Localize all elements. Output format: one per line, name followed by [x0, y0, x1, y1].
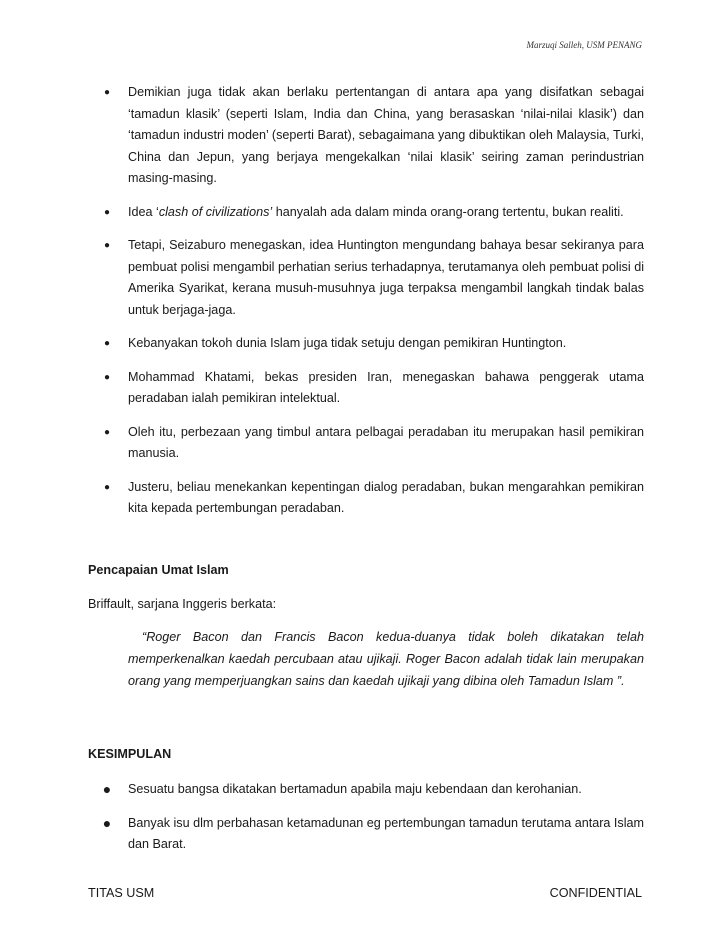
bullet-list-kesimpulan — [88, 779, 644, 868]
italic-phrase: clash of civilizations’ — [158, 204, 273, 219]
bullet-icon: ● — [103, 240, 111, 251]
list-item: ● Tetapi, Seizaburo menegaskan, idea Huntington mengundang bahaya besar sekiranya para pembuat polisi mengambil perhatian serius terhadapnya, terutamanya oleh pembuat polisi di Amerika Syarikat, kerana musuh-musuhnya juga terpaksa mengambil langkah tindak balas untuk berjaga-jaga. — [88, 235, 644, 321]
quote-intro: Briffault, sarjana Inggeris berkata: — [88, 597, 277, 611]
list-item: ● Sesuatu bangsa dikatakan bertamadun apabila maju kebendaan dan kerohanian. — [88, 779, 644, 801]
list-item: ● Oleh itu, perbezaan yang timbul antara pelbagai peradaban itu merupakan hasil pemikiran manusia. — [88, 422, 644, 465]
footer-right: CONFIDENTIAL — [549, 886, 642, 900]
list-item: ● Kebanyakan tokoh dunia Islam juga tidak setuju dengan pemikiran Huntington. — [88, 333, 644, 355]
bullet-icon: ● — [103, 87, 111, 98]
bullet-icon: ● — [103, 481, 111, 493]
bullet-icon: ● — [103, 426, 111, 438]
block-quote: “Roger Bacon dan Francis Bacon kedua-duanya tidak boleh dikatakan telah memperkenalkan kaedah percubaan atau ujikaji. Roger Bacon adalah tidak lain merupakan orang yang memperjuangkan sains dan kaedah ujikaji yang dibina oleh Tamadun Islam ”. — [128, 630, 644, 688]
list-item: ● Idea ‘clash of civilizations’ hanyalah ada dalam minda orang-orang tertentu, bukan realiti. — [88, 202, 644, 224]
bullet-icon: ● — [102, 814, 112, 831]
section-heading-kesimpulan: KESIMPULAN — [88, 747, 172, 761]
page-content — [88, 82, 644, 851]
footer-left: TITAS USM — [88, 886, 155, 900]
page-header-author: Marzuqi Salleh, USM PENANG — [526, 40, 642, 50]
list-item: ● Justeru, beliau menekankan kepentingan dialog peradaban, bukan mengarahkan pemikiran kita kepada pertembungan peradaban. — [88, 477, 644, 520]
list-item: ● Banyak isu dlm perbahasan ketamadunan eg pertembungan tamadun terutama antara Islam dan Barat. — [102, 814, 644, 851]
page-footer — [88, 886, 642, 900]
bullet-icon: ● — [103, 206, 111, 218]
bullet-icon: ● — [102, 781, 112, 797]
list-item: ● Mohammad Khatami, bekas presiden Iran, menegaskan bahawa penggerak utama peradaban ialah pemikiran intelektual. — [88, 367, 644, 410]
bullet-icon: ● — [103, 338, 111, 349]
list-item: ● Demikian juga tidak akan berlaku pertentangan di antara apa yang disifatkan sebagai ‘tamadun klasik’ (seperti Islam, India dan China, yang berasaskan ‘nilai-nilai klasik’) dan ‘tamadun industri moden’ (seperti Barat), sebagaimana yang dibuktikan oleh Malaysia, Turki, China dan Jepun, yang berjaya mengekalkan ‘nilai klasik’ seiring zaman perindustrian masing-masing. — [88, 82, 644, 190]
section-heading-pencapaian: Pencapaian Umat Islam — [88, 563, 229, 577]
bullet-icon: ● — [103, 371, 111, 383]
bullet-list-huntington — [88, 82, 644, 520]
